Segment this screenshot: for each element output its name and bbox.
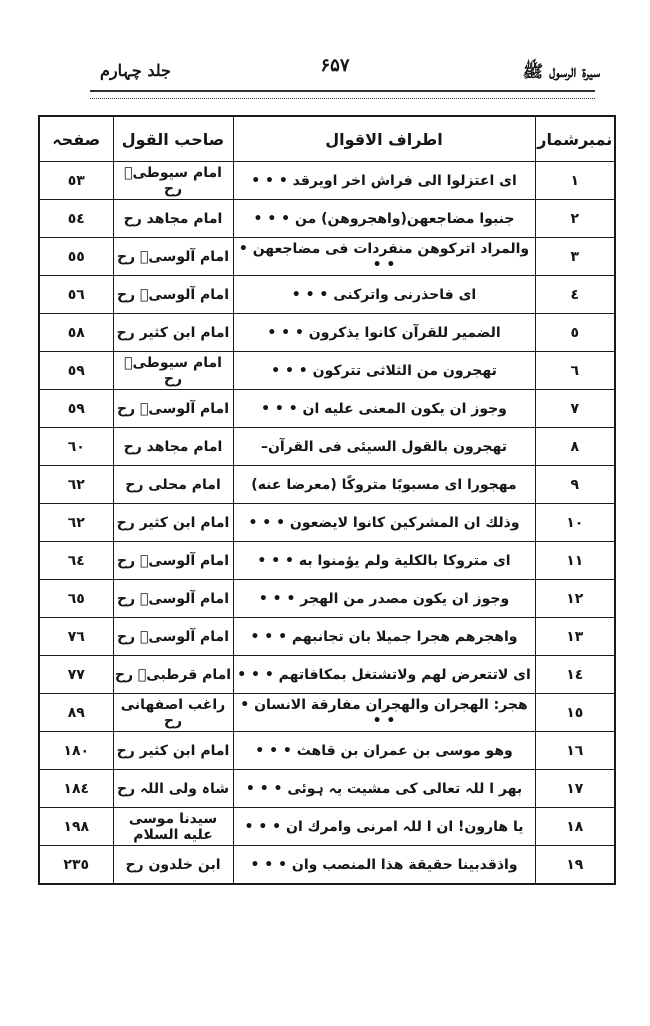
scholar-cell: امام آلوسیؒ رح (113, 618, 233, 656)
page-cell: ٦٢ (39, 466, 113, 504)
scholar-cell: امام ابن کثیر رح (113, 314, 233, 352)
scholar-cell: امام مجاهد رح (113, 200, 233, 238)
col-header-page: صفحہ (39, 116, 113, 162)
phrase-cell: یا هارون! ان ا للہ امرنی وامرك ان • • • (233, 808, 535, 846)
serial-cell: ١٣ (535, 618, 615, 656)
scholar-cell: امام قرطبیؒ رح (113, 656, 233, 694)
serial-cell: ٦ (535, 352, 615, 390)
scholar-cell: راغب اصفهانی رح (113, 694, 233, 732)
scholar-cell: امام سیوطیؒ رح (113, 162, 233, 200)
page-cell: ٨٩ (39, 694, 113, 732)
serial-cell: ١٥ (535, 694, 615, 732)
page-cell: ٥٣ (39, 162, 113, 200)
phrase-cell: جنبوا مضاجعهن(واهجروهن) من • • • (233, 200, 535, 238)
table-row (39, 200, 615, 238)
page-number: ۶۵۷ (320, 55, 350, 76)
phrase-cell: تهجرون من الثلاثی تترکون • • • (233, 352, 535, 390)
serial-cell: ١ (535, 162, 615, 200)
scholar-cell: ابن خلدون رح (113, 846, 233, 885)
page-cell: ٧٦ (39, 618, 113, 656)
phrase-cell: تهجرون بالقول السیئی فی القرآن– (233, 428, 535, 466)
serial-cell: ٧ (535, 390, 615, 428)
serial-cell: ٨ (535, 428, 615, 466)
table-row (39, 846, 615, 885)
serial-cell: ٥ (535, 314, 615, 352)
col-header-scholar: صاحب القول (113, 116, 233, 162)
scholar-cell: امام ابن کثیر رح (113, 504, 233, 542)
serial-cell: ١٩ (535, 846, 615, 885)
page-cell: ٥٩ (39, 352, 113, 390)
scholar-cell: سیدنا موسی علیه السلام (113, 808, 233, 846)
scholar-cell: امام محلی رح (113, 466, 233, 504)
phrase-cell: بهر ا للہ تعالی کی مشیت یہ ہوئی • • • (233, 770, 535, 808)
serial-cell: ٩ (535, 466, 615, 504)
page-cell: ٥٨ (39, 314, 113, 352)
page-cell: ٧٧ (39, 656, 113, 694)
page-cell: ٦٠ (39, 428, 113, 466)
serial-cell: ١٠ (535, 504, 615, 542)
table-row (39, 276, 615, 314)
page-cell: ٢٣٥ (39, 846, 113, 885)
phrase-cell: وجوز ان یکون مصدر من الهجر • • • (233, 580, 535, 618)
phrase-cell: مهجورا ای مسبوبًا متروکًا (معرضا عنه) (233, 466, 535, 504)
scholar-cell: امام آلوسیؒ رح (113, 390, 233, 428)
scholar-cell: امام آلوسیؒ رح (113, 238, 233, 276)
table-row (39, 580, 615, 618)
scholar-cell: امام آلوسیؒ رح (113, 580, 233, 618)
table-row (39, 656, 615, 694)
scholar-cell: امام آلوسیؒ رح (113, 276, 233, 314)
serial-cell: ٢ (535, 200, 615, 238)
serial-cell: ٣ (535, 238, 615, 276)
page-cell: ٥٥ (39, 238, 113, 276)
table-row (39, 390, 615, 428)
page-cell: ٥٩ (39, 390, 113, 428)
phrase-cell: واهجرهم هجرا جمیلا بان تجانبهم • • • (233, 618, 535, 656)
page-header (70, 55, 600, 89)
table-row (39, 428, 615, 466)
page-cell: ٥٤ (39, 200, 113, 238)
page-cell: ٦٢ (39, 504, 113, 542)
table-row (39, 618, 615, 656)
serial-cell: ١٦ (535, 732, 615, 770)
volume-label: جلد چہارم (100, 61, 171, 80)
scholar-cell: امام سیوطیؒ رح (113, 352, 233, 390)
table-row (39, 542, 615, 580)
serial-cell: ١٨ (535, 808, 615, 846)
page-cell: ١٩٨ (39, 808, 113, 846)
scholar-cell: امام مجاهد رح (113, 428, 233, 466)
table-row (39, 466, 615, 504)
table-row (39, 694, 615, 732)
serial-cell: ١٤ (535, 656, 615, 694)
header-divider (90, 90, 595, 99)
table-row (39, 732, 615, 770)
phrase-cell: ای متروکا بالکلیة ولم یؤمنوا به • • • (233, 542, 535, 580)
table-row (39, 238, 615, 276)
table-row (39, 808, 615, 846)
index-table (38, 115, 616, 885)
phrase-cell: هجر: الهجران والهجران مفارقة الانسان • • • (233, 694, 535, 732)
page-cell: ٦٥ (39, 580, 113, 618)
serial-cell: ١٧ (535, 770, 615, 808)
phrase-cell: وهو موسی بن عمران بن قاهث • • • (233, 732, 535, 770)
serial-cell: ٤ (535, 276, 615, 314)
table-header-row (39, 116, 615, 162)
table-row (39, 770, 615, 808)
scholar-cell: شاہ ولی اللہ رح (113, 770, 233, 808)
table-row (39, 352, 615, 390)
scholar-cell: امام ابن کثیر رح (113, 732, 233, 770)
table-row (39, 504, 615, 542)
page-cell: ١٨٠ (39, 732, 113, 770)
phrase-cell: وذلك ان المشرکین کانوا لایضعون • • • (233, 504, 535, 542)
table-row (39, 314, 615, 352)
phrase-cell: والمراد اترکوهن منفردات فی مضاجعهن • • • (233, 238, 535, 276)
phrase-cell: ای فاحذرنی واترکنی • • • (233, 276, 535, 314)
book-title: سیرۃ الرسول ﷺ (522, 62, 600, 82)
page-cell: ١٨٤ (39, 770, 113, 808)
serial-cell: ١٢ (535, 580, 615, 618)
page-cell: ٦٤ (39, 542, 113, 580)
scholar-cell: امام آلوسیؒ رح (113, 542, 233, 580)
table-row (39, 162, 615, 200)
phrase-cell: وجوز ان یکون المعنی علیه ان • • • (233, 390, 535, 428)
serial-cell: ١١ (535, 542, 615, 580)
col-header-phrase: اطراف الاقوال (233, 116, 535, 162)
phrase-cell: واذقدبینا حقیقة هذا المنصب وان • • • (233, 846, 535, 885)
phrase-cell: ای اعتزلوا الی فراش اخر اویرقد • • • (233, 162, 535, 200)
phrase-cell: ای لاتتعرض لهم ولاتشتغل بمکافاتهم • • • (233, 656, 535, 694)
col-header-serial: نمبرشمار (535, 116, 615, 162)
phrase-cell: الضمیر للقرآن کانوا یذکرون • • • (233, 314, 535, 352)
page-cell: ٥٦ (39, 276, 113, 314)
